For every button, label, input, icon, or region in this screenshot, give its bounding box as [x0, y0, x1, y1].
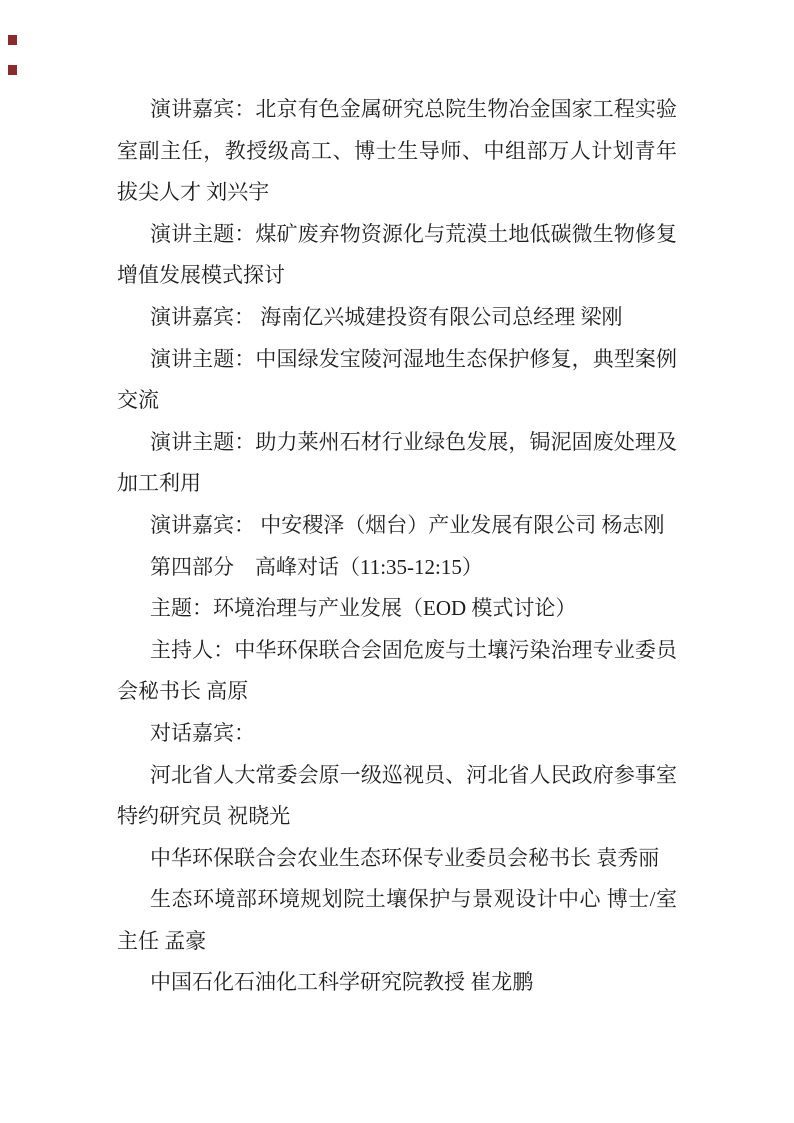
- paragraph: 演讲主题：煤矿废弃物资源化与荒漠土地低碳微生物修复增值发展模式探讨: [117, 221, 677, 288]
- paragraph: 河北省人大常委会原一级巡视员、河北省人民政府参事室特约研究员 祝晓光: [117, 762, 677, 829]
- paragraph: 演讲主题：助力莱州石材行业绿色发展，锔泥固废处理及加工利用: [117, 429, 677, 496]
- paragraph: 中国石化石油化工科学研究院教授 崔龙鹏: [150, 970, 534, 995]
- paragraph: 演讲嘉宾： 中安稷泽（烟台）产业发展有限公司 杨志刚: [150, 512, 665, 537]
- red-margin-mark: [8, 35, 17, 45]
- paragraph: 演讲主题：中国绿发宝陵河湿地生态保护修复，典型案例交流: [117, 346, 677, 413]
- paragraph: 主题：环境治理与产业发展（EOD 模式讨论）: [150, 596, 577, 621]
- paragraph: 第四部分 高峰对话（11:35-12:15）: [150, 554, 483, 579]
- red-margin-mark: [8, 65, 17, 75]
- paragraph: 演讲嘉宾： 海南亿兴城建投资有限公司总经理 梁刚: [150, 304, 623, 329]
- document-body: [117, 89, 677, 1004]
- paragraph: 主持人：中华环保联合会固危废与土壤污染治理专业委员会秘书长 高原: [117, 637, 677, 704]
- paragraph: 对话嘉宾：: [150, 720, 255, 745]
- paragraph: 生态环境部环境规划院土壤保护与景观设计中心 博士/室主任 孟豪: [117, 887, 677, 953]
- paragraph: 演讲嘉宾：北京有色金属研究总院生物冶金国家工程实验室副主任，教授级高工、博士生导师、中组部万人计划青年拔尖人才 刘兴宇: [117, 97, 677, 205]
- paragraph: 中华环保联合会农业生态环保专业委员会秘书长 袁秀丽: [150, 845, 660, 870]
